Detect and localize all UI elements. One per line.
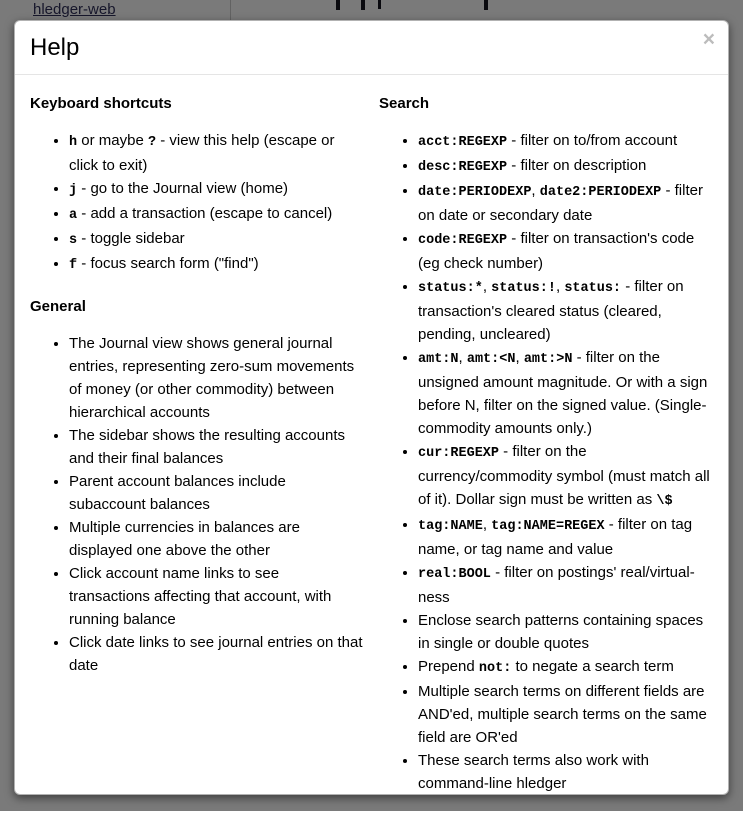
code-term: desc:REGEXP	[418, 160, 508, 175]
code-term: cur:REGEXP	[418, 446, 500, 461]
code-term: f	[69, 258, 78, 273]
list-item: • tag:NAME, tag:NAME=REGEX - filter on tag name, or tag name and value	[418, 513, 713, 561]
list-item: • Parent account balances include subaccount balances	[69, 470, 364, 516]
code-term: j	[69, 183, 78, 198]
list-item: • Multiple currencies in balances are displayed one above the other	[69, 516, 364, 562]
help-column-left	[30, 87, 364, 816]
list-item: • amt:N, amt:<N, amt:>N - filter on the unsigned amount magnitude. Or with a sign before N, filter on the signed value. (Single-commodity amounts only.)	[418, 346, 713, 440]
code-term: status:*	[418, 281, 483, 296]
code-term: a	[69, 208, 78, 223]
list-item: • cur:REGEXP - filter on the currency/commodity symbol (must match all of it). Dollar sign must be written as \$	[418, 440, 713, 513]
code-term: date2:PERIODEXP	[539, 185, 662, 200]
bullet-list	[379, 129, 713, 795]
list-item: • a - add a transaction (escape to cancel)	[69, 202, 364, 227]
section-heading: General	[30, 298, 86, 315]
list-item: • Prepend not: to negate a search term	[418, 655, 713, 680]
code-term: amt:N	[418, 352, 459, 367]
list-item: • Multiple search terms on different fields are AND'ed, multiple search terms on the same field are OR'ed	[418, 680, 713, 749]
list-item: • desc:REGEXP - filter on description	[418, 154, 713, 179]
code-term: status:	[564, 281, 622, 296]
modal-title: Help	[30, 34, 80, 61]
help-modal	[14, 20, 729, 795]
bullet-list	[30, 332, 364, 677]
modal-header	[15, 21, 728, 75]
list-item: • The Journal view shows general journal entries, representing zero-sum movements of money (or other commodity) between hierarchical accounts	[69, 332, 364, 424]
code-term: amt:>N	[523, 352, 573, 367]
list-item: • The sidebar shows the resulting accounts and their final balances	[69, 424, 364, 470]
list-item: • Click date links to see journal entries on that date	[69, 631, 364, 677]
list-item: • date:PERIODEXP, date2:PERIODEXP - filter on date or secondary date	[418, 179, 713, 227]
list-item: • Click account name links to see transactions affecting that account, with running balance	[69, 562, 364, 631]
list-item: • Enclose search patterns containing spaces in single or double quotes	[418, 609, 713, 655]
list-item: • f - focus search form ("find")	[69, 252, 364, 277]
code-term: code:REGEXP	[418, 233, 508, 248]
code-term: date:PERIODEXP	[418, 185, 532, 200]
code-term: tag:NAME=REGEX	[491, 519, 605, 534]
code-term: real:BOOL	[418, 567, 491, 582]
modal-body	[15, 75, 728, 831]
list-item: • s - toggle sidebar	[69, 227, 364, 252]
list-item: • status:*, status:!, status: - filter on transaction's cleared status (cleared, pending, uncleared)	[418, 275, 713, 346]
bullet-list	[30, 129, 364, 277]
list-item: • acct:REGEXP - filter on to/from account	[418, 129, 713, 154]
code-term: s	[69, 233, 78, 248]
code-term: tag:NAME	[418, 519, 483, 534]
list-item: • j - go to the Journal view (home)	[69, 177, 364, 202]
list-item: • h or maybe ? - view this help (escape or click to exit)	[69, 129, 364, 177]
code-term: status:!	[491, 281, 556, 296]
section-heading: Search	[379, 95, 430, 112]
code-term: ?	[147, 135, 157, 150]
close-icon[interactable]: ×	[702, 28, 715, 51]
code-term: h	[69, 135, 78, 150]
section-heading: Keyboard shortcuts	[30, 95, 172, 112]
list-item: • These search terms also work with command-line hledger	[418, 749, 713, 795]
code-term: amt:<N	[466, 352, 516, 367]
code-term: not:	[478, 661, 512, 676]
code-term: acct:REGEXP	[418, 135, 508, 150]
help-column-right	[379, 87, 713, 816]
list-item: • real:BOOL - filter on postings' real/virtual-ness	[418, 561, 713, 609]
list-item: • code:REGEXP - filter on transaction's code (eg check number)	[418, 227, 713, 275]
code-term: \$	[656, 494, 673, 509]
